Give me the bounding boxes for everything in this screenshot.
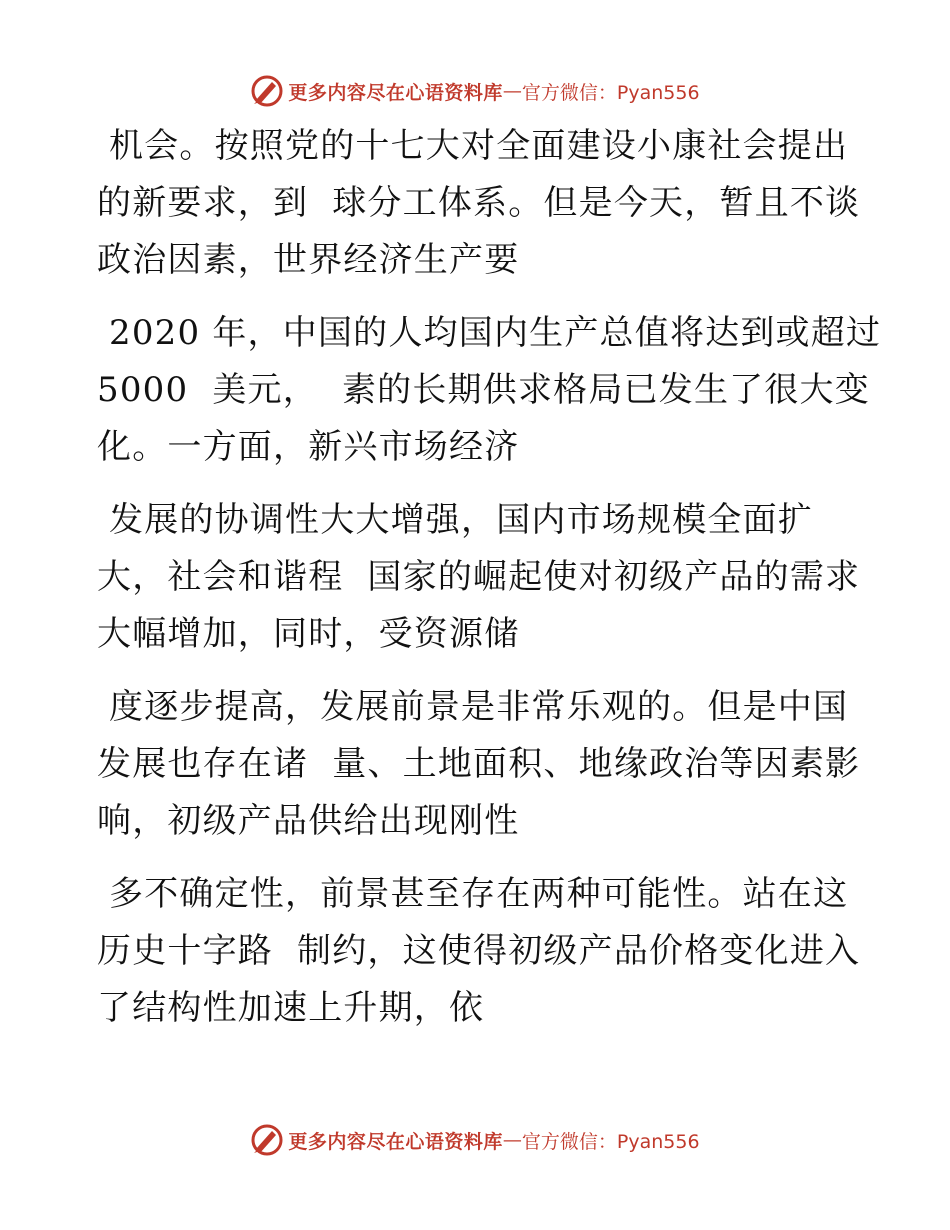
text-line: 5000 美元， 素的长期供求格局已发生了很大变 [97, 370, 870, 410]
footer-banner [0, 1120, 950, 1160]
header-separator: — [502, 80, 522, 102]
text-line: 机会。按照党的十七大对全面建设小康社会提出 [97, 126, 849, 166]
text-line: 大幅增加，同时，受资源储 [97, 614, 520, 654]
text-line: 政治因素，世界经济生产要 [97, 240, 520, 280]
pen-logo-icon [250, 1123, 284, 1157]
text-line: 发展的协调性大大增强，国内市场规模全面扩 [97, 500, 814, 540]
paragraph [97, 305, 882, 476]
header-brand-text: 更多内容尽在心语资料库 [288, 81, 503, 104]
text-line: 化。一方面，新兴市场经济 [97, 427, 520, 467]
text-line: 了结构性加速上升期，依 [97, 988, 485, 1028]
footer-separator: — [502, 1129, 522, 1151]
paragraph [97, 679, 861, 850]
text-line: 大，社会和谐程 国家的崛起使对初级产品的需求 [97, 557, 861, 597]
paragraph [97, 492, 861, 663]
text-line: 历史十字路 制约，这使得初级产品价格变化进入 [97, 931, 861, 971]
header-banner [0, 71, 950, 111]
text-line: 2020 年，中国的人均国内生产总值将达到或超过 [97, 313, 882, 353]
header-wechat-text: 官方微信：Pyan556 [521, 81, 700, 104]
paragraph [97, 118, 861, 289]
text-line: 响，初级产品供给出现刚性 [97, 801, 520, 841]
text-line: 多不确定性，前景甚至存在两种可能性。站在这 [97, 874, 849, 914]
pen-logo-icon [250, 74, 284, 108]
text-line: 的新要求，到 球分工体系。但是今天，暂且不谈 [97, 183, 861, 223]
document-body [97, 118, 882, 1053]
paragraph [97, 866, 861, 1037]
footer-brand-text: 更多内容尽在心语资料库 [288, 1130, 503, 1153]
footer-wechat-text: 官方微信：Pyan556 [521, 1130, 700, 1153]
text-line: 发展也存在诸 量、土地面积、地缘政治等因素影 [97, 744, 861, 784]
text-line: 度逐步提高，发展前景是非常乐观的。但是中国 [97, 687, 849, 727]
